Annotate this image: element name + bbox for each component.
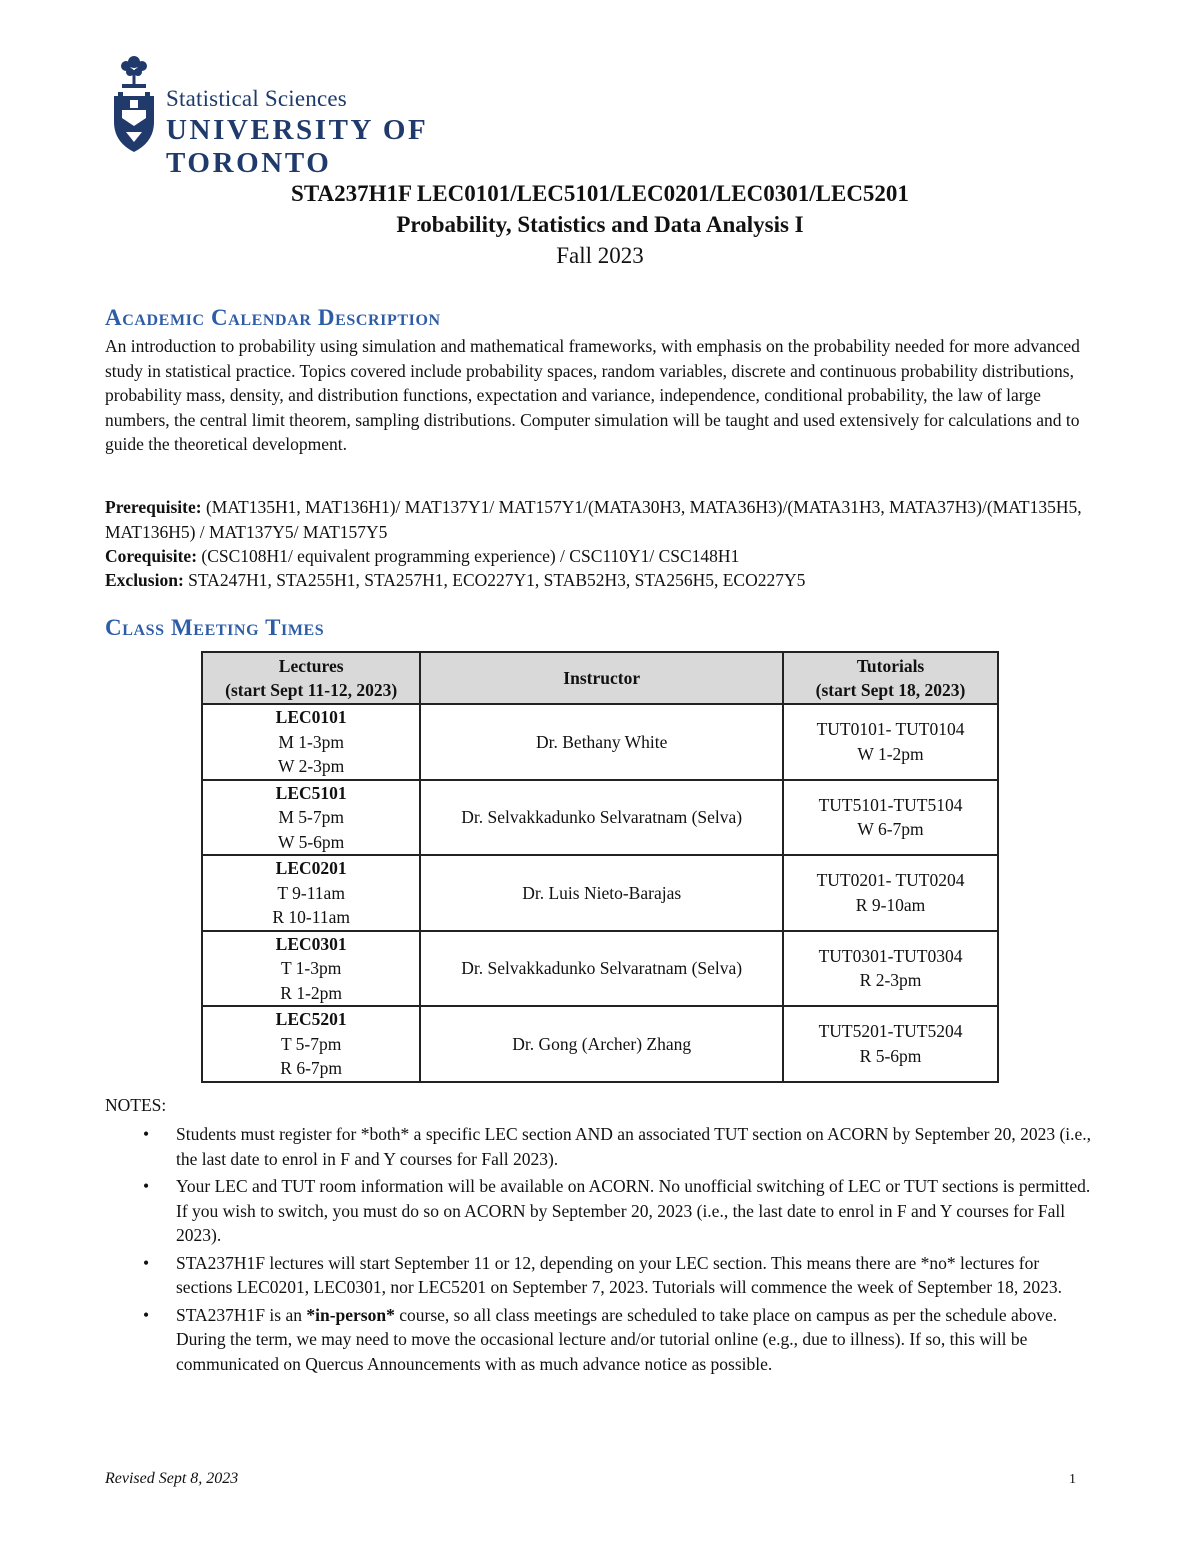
tutorial-codes: TUT0201- TUT0204 xyxy=(816,870,965,891)
list-item xyxy=(105,1174,1095,1248)
tutorial-codes: TUT0301-TUT0304 xyxy=(818,945,963,966)
meeting-times-table xyxy=(201,651,999,1083)
lecture-time: M 5-7pm xyxy=(278,807,344,827)
note-text: Students must register for *both* a specific LEC section AND an associated TUT section on ACORN by September 20, 2023 (i.e., the last date to enrol in F and Y courses for Fall 2023). xyxy=(176,1124,1092,1169)
tutorial-time: R 2-3pm xyxy=(859,970,922,991)
table-row xyxy=(202,780,998,856)
lectures-header-dates: (start Sept 11-12, 2023) xyxy=(225,680,398,700)
lecture-time: R 6-7pm xyxy=(280,1058,343,1078)
table-row xyxy=(202,855,998,931)
lecture-time: R 10-11am xyxy=(272,907,350,927)
bullet-icon: • xyxy=(143,1124,150,1144)
lecture-code: LEC5201 xyxy=(275,1009,347,1029)
tutorial-cell xyxy=(783,855,998,931)
department-name: Statistical Sciences xyxy=(166,86,347,111)
notes-label: NOTES: xyxy=(105,1095,167,1115)
instructor-cell: Dr. Selvakkadunko Selvaratnam (Selva) xyxy=(420,780,783,856)
lecture-time: R 1-2pm xyxy=(280,982,343,1003)
prerequisite xyxy=(105,495,1090,544)
tutorial-cell xyxy=(783,704,998,780)
note-text: STA237H1F lectures will start September 11 or 12, depending on your LEC section. This means there are *no* lectures for sections LEC0201, LEC0301, nor LEC5201 on September 7, 2023. Tutorials will commence the week of September 18, 2023. xyxy=(176,1252,1063,1297)
lecture-cell xyxy=(202,780,420,856)
university-logo xyxy=(108,52,588,179)
tutorial-time: R 9-10am xyxy=(855,894,926,915)
corequisite-label: Corequisite: xyxy=(105,546,198,566)
page-number: 1 xyxy=(1069,1472,1076,1487)
table-row xyxy=(202,931,998,1007)
list-item xyxy=(105,1251,1095,1300)
lectures-header-label: Lectures xyxy=(278,655,344,676)
meetings-heading: Class Meeting Times xyxy=(105,615,325,640)
lecture-code: LEC5101 xyxy=(275,782,347,803)
table-row xyxy=(202,704,998,780)
note-text: Your LEC and TUT room information will be available on ACORN. No unofficial switching of LEC or TUT sections is permitted. If you wish to switch, you must do so on ACORN by September 20, 2023 (i.e., the last date to enrol in F and Y courses for Fall 2023). xyxy=(176,1176,1091,1245)
table-row xyxy=(202,1006,998,1082)
lectures-column-header xyxy=(202,652,420,704)
lecture-time: M 1-3pm xyxy=(278,731,344,752)
tutorials-column-header xyxy=(783,652,998,704)
course-name-title: Probability, Statistics and Data Analysis I xyxy=(396,212,804,237)
tutorial-time: W 6-7pm xyxy=(857,819,924,840)
lecture-code: LEC0101 xyxy=(275,707,347,727)
lecture-cell xyxy=(202,931,420,1007)
lecture-cell xyxy=(202,704,420,780)
note-emphasis: *in-person* xyxy=(306,1304,395,1325)
tutorial-time: R 5-6pm xyxy=(859,1045,922,1066)
lecture-code: LEC0301 xyxy=(275,933,347,954)
instructor-column-header: Instructor xyxy=(420,652,783,704)
lecture-time: W 5-6pm xyxy=(278,831,345,852)
term-title: Fall 2023 xyxy=(556,243,644,268)
bullet-icon: • xyxy=(143,1176,150,1196)
lecture-time: T 9-11am xyxy=(277,882,345,903)
corequisite xyxy=(105,544,1090,569)
exclusion xyxy=(105,568,1090,593)
calendar-heading: Academic Calendar Description xyxy=(105,305,441,330)
list-item xyxy=(105,1303,1095,1377)
tutorial-codes: TUT0101- TUT0104 xyxy=(816,719,965,740)
exclusion-text: STA247H1, STA255H1, STA257H1, ECO227Y1, STAB52H3, STA256H5, ECO227Y5 xyxy=(188,570,806,590)
instructor-cell: Dr. Selvakkadunko Selvaratnam (Selva) xyxy=(420,931,783,1007)
course-code-title: STA237H1F LEC0101/LEC5101/LEC0201/LEC0301/LEC5201 xyxy=(291,181,909,206)
tutorials-header-dates: (start Sept 18, 2023) xyxy=(815,680,966,700)
tutorial-time: W 1-2pm xyxy=(857,743,924,764)
tutorial-cell xyxy=(783,1006,998,1082)
course-title-block xyxy=(0,178,1200,271)
lecture-cell xyxy=(202,1006,420,1082)
university-name: UNIVERSITY OF TORONTO xyxy=(166,114,428,179)
lecture-time: T 1-3pm xyxy=(280,958,342,978)
instructor-cell: Dr. Gong (Archer) Zhang xyxy=(420,1006,783,1082)
table-header-row xyxy=(202,652,998,704)
tutorials-header-label: Tutorials xyxy=(856,655,925,676)
note-text: course, so all class meetings are scheduled to take place on campus as per the schedule above. During the term, we may need to move the occasional lecture and/or tutorial online (e.g., due to illness). If so, this will be communicated on Quercus Announcements with as much advance notice as possible. xyxy=(176,1304,1058,1374)
prerequisite-text: (MAT135H1, MAT136H1)/ MAT137Y1/ MAT157Y1/(MATA30H3, MATA36H3)/(MATA31H3, MATA37H3)/(MAT135H5, MAT136H5) / MAT137Y5/ MAT157Y5 xyxy=(105,497,1082,542)
tutorial-cell xyxy=(783,780,998,856)
instructor-cell: Dr. Luis Nieto-Barajas xyxy=(420,855,783,931)
tutorial-codes: TUT5201-TUT5204 xyxy=(818,1021,963,1042)
bullet-icon: • xyxy=(143,1304,150,1325)
calendar-description: An introduction to probability using simulation and mathematical frameworks, with emphasis on the probability needed for more advanced study in statistical practice. Topics covered include probability spaces, random variables, discrete and continuous probability distributions, probability mass, density, and distribution functions, expectation and variance, independence, conditional probability, the law of large numbers, the central limit theorem, sampling distributions. Computer simulation will be taught and used extensively for calculations and to guide the theoretical development. xyxy=(105,336,1080,454)
tutorial-cell xyxy=(783,931,998,1007)
notes-list xyxy=(105,1122,1095,1379)
lecture-code: LEC0201 xyxy=(275,858,347,878)
exclusion-label: Exclusion: xyxy=(105,570,184,590)
crest-icon xyxy=(108,52,160,157)
tutorial-codes: TUT5101-TUT5104 xyxy=(818,794,963,815)
lecture-time: W 2-3pm xyxy=(278,756,345,776)
list-item xyxy=(105,1122,1095,1171)
bullet-icon: • xyxy=(143,1252,150,1273)
prerequisite-label: Prerequisite: xyxy=(105,497,202,517)
lecture-time: T 5-7pm xyxy=(280,1033,342,1054)
revised-date: Revised Sept 8, 2023 xyxy=(105,1470,239,1487)
note-text: STA237H1F is an xyxy=(176,1304,307,1325)
instructor-cell: Dr. Bethany White xyxy=(420,704,783,780)
corequisite-text: (CSC108H1/ equivalent programming experience) / CSC110Y1/ CSC148H1 xyxy=(201,546,740,566)
lecture-cell xyxy=(202,855,420,931)
